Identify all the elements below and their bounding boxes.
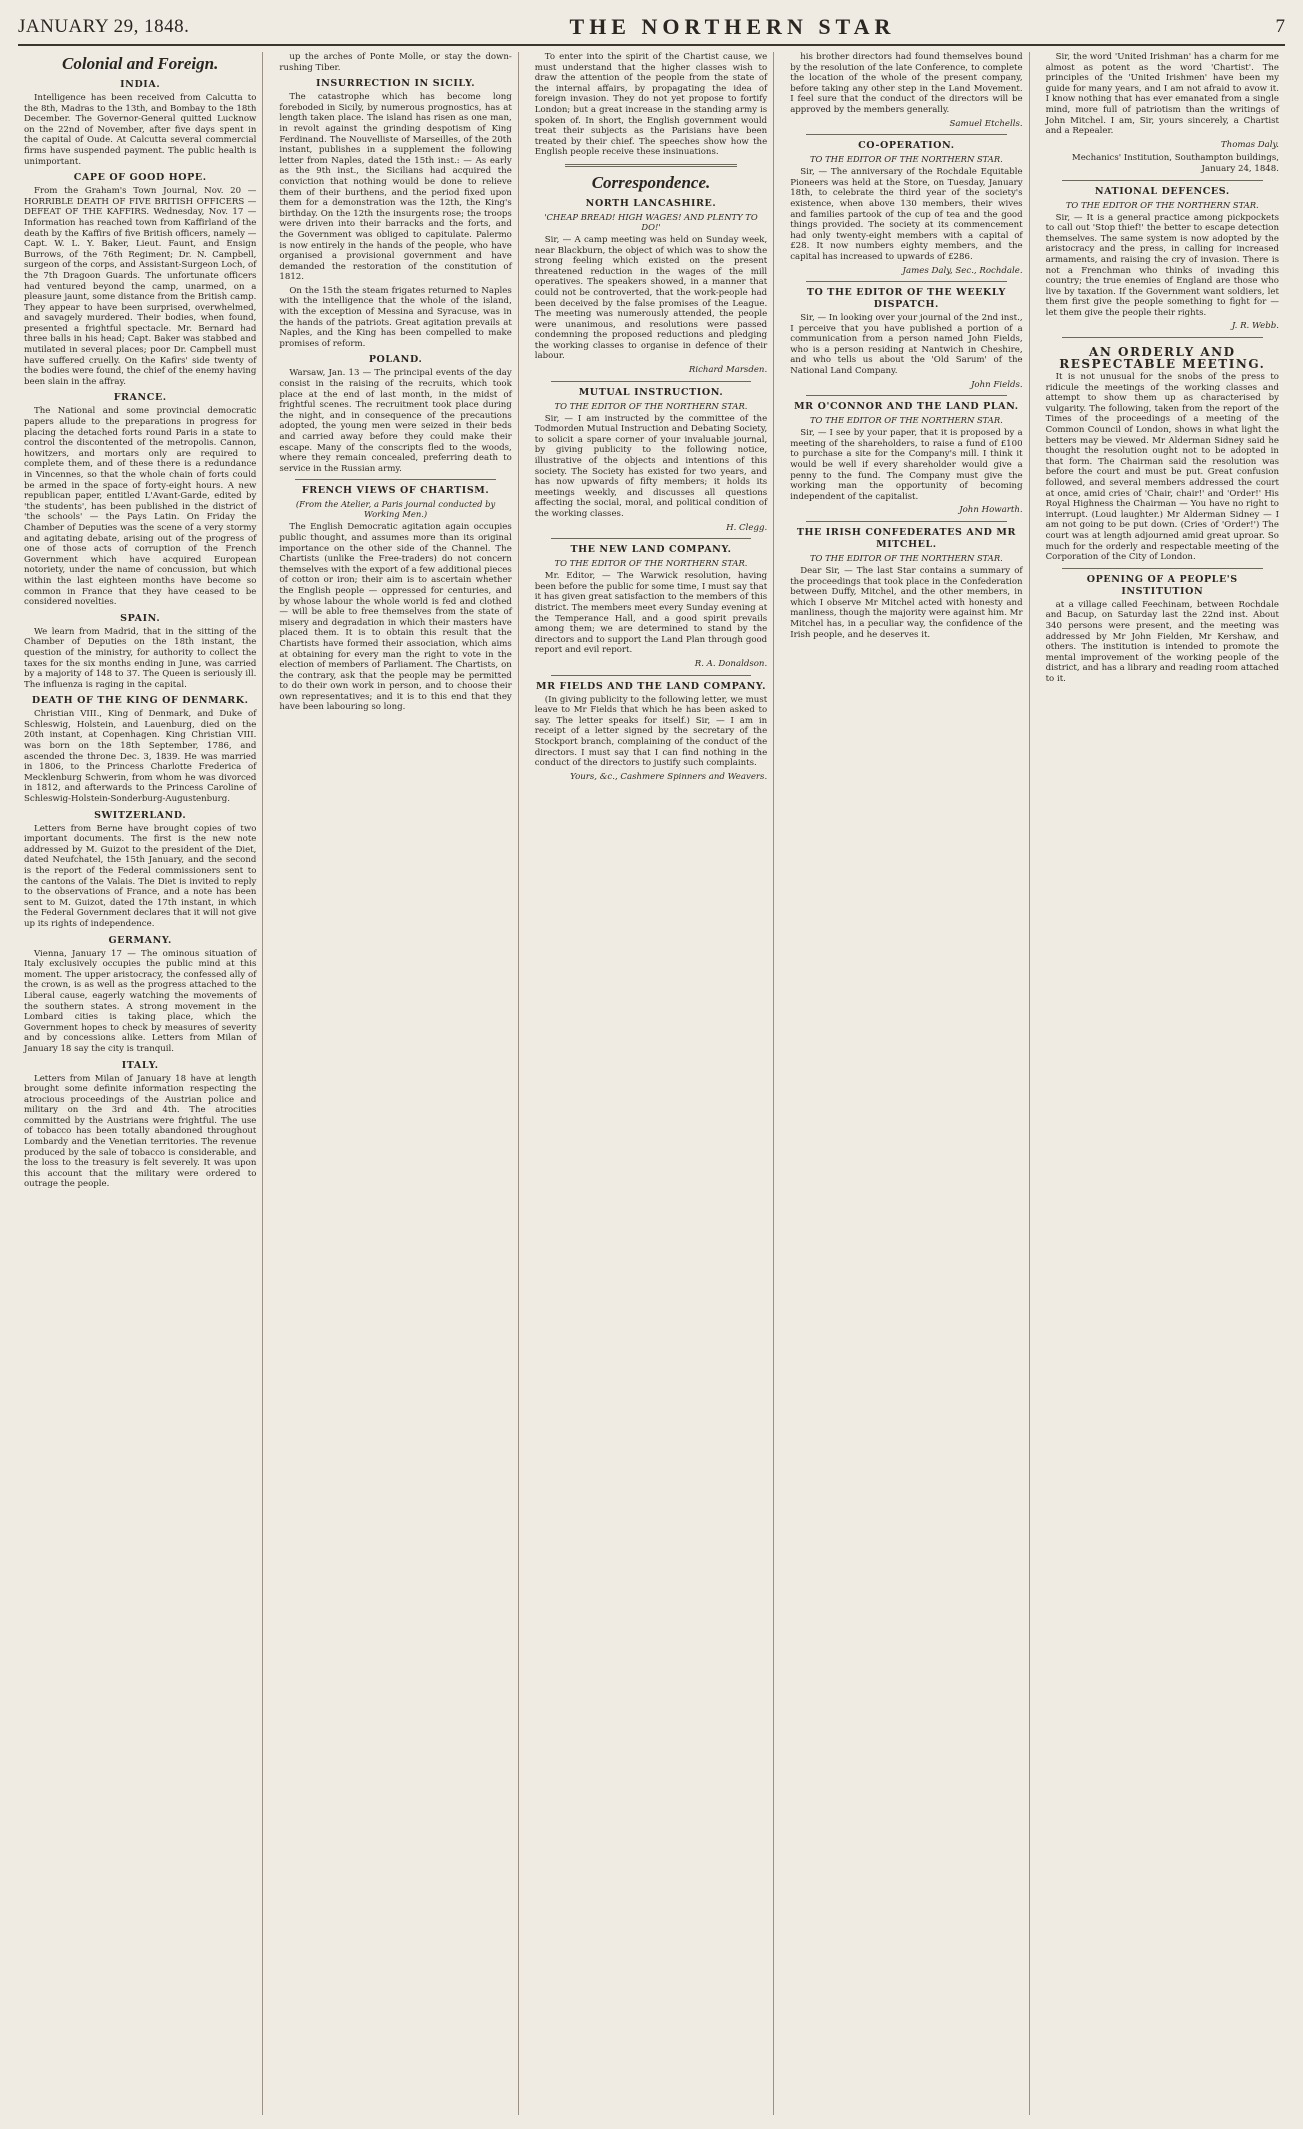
orderly-meeting-article: It is not unusual for the snobs of the press to ridicule the meetings of the working classes and attempt to show them up as characterised by vulgarity. The following, taken from the report of the Times of the proceedings of a meeting of the Common Council of London, shows in what light the betters may be viewed. Mr Alderman Sidney said he thought the resolution ought not to be adopted in that form. The Chairman said the resolution was before the court and must be put. Great confusion followed, and several members addressed the court at once, amid cries of 'Chair, chair!' and 'Order!' His Royal Highness the Chairman — You have no right to interrupt. (Loud laughter.) Mr Alderman Sidney — I am not going to be put down. (Cries of 'Order!') The court was at length adjourned amid great uproar. So much for the orderly and respectable meeting of the Corporation of the City of London.: [1045, 372, 1279, 563]
peoples-institution-heading: OPENING OF A PEOPLE'S INSTITUTION: [1086, 573, 1238, 597]
land-plan-addressee: TO THE EDITOR OF THE NORTHERN STAR.: [809, 415, 1003, 426]
irish-letter-address: Mechanics' Institution, Southampton buildings, January 24, 1848.: [1071, 153, 1279, 174]
french-views-heading: FRENCH VIEWS OF CHARTISM.: [301, 485, 490, 497]
north-lancashire-subheading: 'CHEAP BREAD! HIGH WAGES! AND PLENTY TO DO!': [544, 211, 758, 232]
french-views-source: (From the Atelier, a Paris journal conducted by Working Men.): [295, 499, 496, 520]
sicily-article: The catastrophe which has become long foreboded in Sicily, by numerous prognostics, has at length taken place. The island has risen as one man, in revolt against the grinding despotism of King Ferdinand. The Nouvelliste of Marseilles, of the 20th instant, publishes in a supplement the following letter from Naples, dated the 15th inst.: — As early as the 9th inst., the Sicilians had acquired the conviction that nothing would be done to relieve them of their burthens, and the period fixed upon them for a demonstration was the 12th, the King's birthday. On the 12th the insurgents rose; the troops were driven into their barracks and the forts, and the Government was obliged to capitulate. Palermo is now entirely in the hands of the people, who have organised a provisional government and have demanded the restoration of the constitution of 1812.: [279, 92, 512, 283]
chartist-article-continued: To enter into the spirit of the Chartist cause, we must understand that the higher classes wish to draw the attention of the people from the state of the internal affairs, by propagating the idea of foreign invasion. They do not yet propose to fortify London; but a great increase in the standing army is spoken of. In short, the English government would treat their subjects as the Parisians have been treated by their chief. The speeches show how the English people receive these insinuations.: [534, 52, 768, 158]
page-header: [18, 10, 1285, 46]
divider: [806, 134, 1006, 135]
column-2: [273, 52, 518, 2115]
spain-article: We learn from Madrid, that in the sitting of the Chamber of Deputies on the 18th instant, the question of the ministry, for authority to collect the taxes for the six months ending in June, was carried by a majority of 148 to 37. The Queen is seriously ill. The influenza is raging in the capital.: [24, 626, 257, 690]
switzerland-article: Letters from Berne have brought copies of two important documents. The first is the new note addressed by M. Guizot to the president of the Diet, dated Neufchatel, the 15th January, and the second is the report of the Federal commissioners sent to the cantons of the Valais. The Diet is invited to reply to the observations of France, and a note has been sent to M. Guizot, dated the 17th instant, in which the Federal Government declares that it will not give up its rights of independence.: [24, 823, 257, 929]
north-lancashire-letter: Sir, — A camp meeting was held on Sunday week, near Blackburn, the object of which was to show the strong feeling which existed on the present threatened reduction in the wages of the mill operatives. The speakers showed, in a manner that could not be controverted, that the work-people had been deceived by the false promises of the League. The meeting was numerously attended, the people were unanimous, and resolutions were passed condemning the proposed reductions and pledging the working classes to organise in defence of their labour.: [534, 234, 768, 362]
italy-heading: ITALY.: [121, 1059, 159, 1071]
section-title-correspondence: Correspondence.: [591, 172, 711, 192]
divider: [551, 381, 751, 382]
masthead: THE NORTHERN STAR: [569, 14, 896, 39]
land-plan-heading: MR O'CONNOR AND THE LAND PLAN.: [794, 401, 1019, 413]
divider: [1062, 180, 1263, 181]
divider: [1062, 568, 1263, 569]
north-lancashire-signature: Richard Marsden.: [688, 365, 768, 376]
land-letter-continued: his brother directors had found themselves bound by the resolution of the late Conference, to complete the location of the whole of the present company, before taking any other step in the Land Movement. I feel sure that the conduct of the directors will be approved by the members generally.: [790, 52, 1023, 115]
french-views-article: The English Democratic agitation again occupies public thought, and assumes more than its original importance on the other side of the Channel. The Chartists (unlike the Free-traders) do not concern themselves with the export of a few additional pieces of cotton or iron; their aim is to ascertain whether the English people — oppressed for centuries, and by whose labour the whole world is fed and clothed — will be able to free themselves from the state of misery and degradation in which their masters have placed them. It is to obtain this result that the Chartists have formed their association, which aims at obtaining for every man the right to vote in the election of members of Parliament. The Chartists, on the contrary, ask that the people may be permitted to do their own work in person, and to choose their own representatives; and it is to this end that they have been labouring so long.: [279, 522, 512, 713]
poland-heading: POLAND.: [368, 354, 423, 366]
spain-heading: SPAIN.: [120, 612, 161, 624]
co-operation-addressee: TO THE EDITOR OF THE NORTHERN STAR.: [809, 154, 1003, 165]
france-heading: FRANCE.: [113, 392, 167, 404]
mutual-instruction-addressee: TO THE EDITOR OF THE NORTHERN STAR.: [554, 400, 748, 411]
divider: [551, 538, 751, 539]
cape-heading: CAPE OF GOOD HOPE.: [73, 172, 207, 184]
germany-article: Vienna, January 17 — The ominous situation of Italy exclusively occupies the public mind at this moment. The upper aristocracy, the confessed ally of the crown, is as well as the progress attached to the Liberal cause, eagerly watching the movements of the southern states. A strong movement in the Lombard cities is taking place, which the Government hopes to check by measures of severity and by concessions alike. Letters from Milan of January 18 say the city is tranquil.: [24, 948, 257, 1054]
land-plan-signature: John Howarth.: [959, 505, 1023, 516]
poland-article: Warsaw, Jan. 13 — The principal events of the day consist in the raising of the recruits, which took place at the end of last month, in the midst of frightful scenes. The recruitment took place during the night, and in consequence of the precautions adopted, the young men were seized in their beds and carried away before they could make their escape. Many of the conscripts fled to the woods, where they remain concealed, preferring death to service in the Russian army.: [279, 368, 512, 474]
national-defences-addressee: TO THE EDITOR OF THE NORTHERN STAR.: [1065, 199, 1259, 210]
new-land-company-signature: R. A. Donaldson.: [694, 658, 768, 669]
france-article: The National and some provincial democratic papers allude to the preparations in progress for placing the detached forts round Paris in a state to control the discontented of the metropolis. Cannon, howitzers, and mortars only are required to complete them, and of these there is a redundance in Vincennes, so that the whole chain of forts could be armed in the space of forty-eight hours. A new republican paper, entitled L'Avant-Garde, edited by 'the students', has been published in the district of 'the schools' — the Pays Latin. On Friday the Chamber of Deputies was the scene of a very stormy and agitating debate, arising out of the progress of one of those acts of corruption of the French Government which have acquired European notoriety, under the name of concussion, but which within the last eighteen months have become so common in France that they have ceased to be considered novelties.: [24, 406, 257, 608]
irish-confederates-letter: Dear Sir, — The last Star contains a summary of the proceedings that took place in the Confederation between Duffy, Mitchel, and the other members, in which I observe Mr Mitchel acted with honesty and manliness, though the majority were against him. Mr Mitchel has, in a peculiar way, the confidence of the Irish people, and he deserves it.: [790, 566, 1023, 640]
cape-article: From the Graham's Town Journal, Nov. 20 — HORRIBLE DEATH OF FIVE BRITISH OFFICERS — DEFEAT OF THE KAFFIRS. Wednesday, Nov. 17 — Information has reached town from Kaffirland of the death by the Kaffirs of five British officers, namely — Capt. W. L. Y. Baker, Lieut. Faunt, and Ensign Burrows, of the 76th Regiment; Dr. N. Campbell, surgeon of the corps, and Assistant-Surgeon Loch, of the 7th Dragoon Guards. The unfortunate officers had ventured beyond the camp, unarmed, on a pleasure jaunt, some distance from the British camp. They appear to have been surprised, overwhelmed, and savagely murdered. Their bodies, when found, presented a frightful spectacle. Mr. Bernard had three balls in his head; Capt. Baker was stabbed and mutilated in several places; poor Dr. Campbell must have suffered cruelly. On the Kafirs' side twenty of the bodies were found, the chief of the enemy having been slain in the affray.: [24, 186, 257, 387]
mr-fields-heading: MR FIELDS AND THE LAND COMPANY.: [535, 680, 766, 692]
column-grid: [18, 52, 1285, 2115]
column-4: [784, 52, 1029, 2115]
irish-letter-signature: Thomas Daly.: [1220, 139, 1279, 150]
column-5: [1040, 52, 1285, 2115]
new-land-company-addressee: TO THE EDITOR OF THE NORTHERN STAR.: [554, 558, 748, 569]
column-3: [529, 52, 774, 2115]
issue-date: JANUARY 29, 1848.: [18, 16, 190, 37]
denmark-article: Christian VIII., King of Denmark, and Duke of Schleswig, Holstein, and Lauenburg, died on the 20th instant, at Copenhagen. King Christian VIII. was born on the 18th September, 1786, and ascended the throne Dec. 3, 1839. He was married in 1806, to the Princess Charlotte Frederica of Mecklenburg Schwerin, from whom he was divorced in 1812, and afterwards to the Princess Caroline of Schleswig-Holstein-Sonderburg-Augustenburg.: [24, 709, 257, 805]
divider: [806, 395, 1006, 396]
divider: [806, 521, 1006, 522]
weekly-dispatch-letter: Sir, — In looking over your journal of the 2nd inst., I perceive that you have published a portion of a communication from a person named John Fields, who is a person residing at Nantwich in Cheshire, and who tells us about the 'Old Sarum' of the National Land Company.: [790, 313, 1023, 377]
denmark-heading: DEATH OF THE KING OF DENMARK.: [31, 695, 249, 707]
new-land-company-letter: Mr. Editor, — The Warwick resolution, having been before the public for some time, I must say that it has given great satisfaction to the members of this district. The members meet every Sunday evening at the Temperance Hall, and a good spirit prevails among them; we are determined to stand by the directors and to support the Land Plan through good report and evil report.: [534, 571, 768, 656]
divider: [565, 164, 737, 167]
national-defences-heading: NATIONAL DEFENCES.: [1094, 185, 1230, 197]
divider: [295, 479, 495, 480]
national-defences-letter: Sir, — It is a general practice among pickpockets to call out 'Stop thief!' the better to escape detection themselves. The same system is now adopted by the aristocracy and the press, in calling for increased armaments, and raising the cry of invasion. There is not a Frenchman who thinks of invading this country; the true enemies of England are those who live by taxation. If the Government want soldiers, let them first give the people something to fight for — let them give the people their rights.: [1045, 212, 1279, 318]
orderly-meeting-heading: AN ORDERLY AND RESPECTABLE MEETING.: [1059, 345, 1266, 372]
germany-heading: GERMANY.: [108, 934, 172, 946]
italy-article: Letters from Milan of January 18 have at length brought some definite information respecting the atrocious proceedings of the Austrian police and military on the 3rd and 4th. The atrocities committed by the Austrians were frightful. The use of tobacco has been totally abandoned throughout Lombardy and the Venetian territories. The revenue produced by the sale of tobacco is considerable, and the loss to the treasury is felt severely. It was upon this account that the military were ordered to outrage the people.: [24, 1073, 257, 1190]
mutual-instruction-signature: H. Clegg.: [726, 522, 768, 533]
section-title-colonial-foreign: Colonial and Foreign.: [62, 54, 219, 73]
mr-fields-letter: (In giving publicity to the following letter, we must leave to Mr Fields that which he has been asked to say. The letter speaks for itself.) Sir, — I am in receipt of a letter signed by the secretary of the Stockport branch, complaining of the conduct of the directors. I must say that I can find nothing in the conduct of the directors to justify such complaints.: [534, 694, 768, 769]
co-operation-signature: James Daly, Sec., Rochdale.: [902, 265, 1023, 276]
mr-fields-signature: Yours, &c., Cashmere Spinners and Weavers.: [570, 771, 768, 782]
new-land-company-heading: THE NEW LAND COMPANY.: [570, 544, 732, 556]
divider: [806, 281, 1006, 282]
divider: [1062, 337, 1263, 338]
national-defences-signature: J. R. Webb.: [1231, 321, 1279, 332]
weekly-dispatch-heading: TO THE EDITOR OF THE WEEKLY DISPATCH.: [806, 287, 1006, 311]
page-number: 7: [1275, 16, 1285, 37]
divider: [551, 675, 751, 676]
irish-letter-continued: Sir, the word 'United Irishman' has a charm for me almost as potent as the word 'Chartist'. The principles of the 'United Irishmen' have been my guide for many years, and I am not afraid to avow it. I know nothing that has ever emanated from a single mind, more full of patriotism than the writings of John Mitchel. I am, Sir, yours sincerely, a Chartist and a Repealer.: [1045, 52, 1279, 137]
mutual-instruction-letter: Sir, — I am instructed by the committee of the Todmorden Mutual Instruction and Debating Society, to solicit a spare corner of your invaluable journal, by giving publicity to the following notice, illustrative of the objects and intentions of this society. The Society has existed for two years, and has now upwards of fifty members; it holds its meetings weekly, and discusses all questions affecting the social, moral, and political condition of the working classes.: [534, 413, 768, 519]
land-plan-letter: Sir, — I see by your paper, that it is proposed by a meeting of the shareholders, to raise a fund of £100 to purchase a site for the Company's mill. I think it would be well if every shareholder would give a penny to the fund. The Company must give the working man the opportunity of becoming independent of the capitalist.: [790, 428, 1023, 502]
irish-confederates-addressee: TO THE EDITOR OF THE NORTHERN STAR.: [809, 553, 1003, 563]
switzerland-heading: SWITZERLAND.: [94, 809, 187, 821]
india-heading: INDIA.: [120, 79, 161, 90]
co-operation-letter: Sir, — The anniversary of the Rochdale Equitable Pioneers was held at the Store, on Tuesday, January 18th, to celebrate the third year of the society's existence, when above 130 members, their wives and families partook of the cup of tea and the good things provided. The society at its commencement had only twenty-eight members with a capital of £28. It now numbers eighty members, and the capital has increased to upwards of £286.: [790, 167, 1023, 262]
weekly-dispatch-signature: John Fields.: [970, 379, 1023, 390]
north-lancashire-heading: NORTH LANCASHIRE.: [585, 197, 717, 209]
co-operation-heading: CO-OPERATION.: [858, 140, 955, 152]
mutual-instruction-heading: MUTUAL INSTRUCTION.: [578, 386, 724, 398]
peoples-institution-article: at a village called Feechinam, between Rochdale and Bacup, on Saturday last the 22nd inst. About 340 persons were present, and the meeting was addressed by Mr John Fielden, Mr Kershaw, and others. The institution is intended to promote the mental improvement of the working people of the district, and has a library and reading room attached to it.: [1045, 599, 1279, 684]
naples-article: On the 15th the steam frigates returned to Naples with the intelligence that the whole of the island, with the exception of Messina and Syracuse, was in the hands of the patriots. Great agitation prevails at Naples, and the King has been compelled to make promises of reform.: [279, 285, 512, 349]
land-letter-signature: Samuel Etchells.: [949, 118, 1023, 129]
sicily-heading: INSURRECTION IN SICILY.: [316, 78, 476, 90]
italy-article-continued: up the arches of Ponte Molle, or stay the down-rushing Tiber.: [279, 52, 512, 73]
column-1: [18, 52, 263, 2115]
irish-confederates-heading: THE IRISH CONFEDERATES AND MR MITCHEL.: [796, 527, 1016, 550]
india-article: Intelligence has been received from Calcutta to the 8th, Madras to the 13th, and Bombay to the 18th December. The Governor-General quitted Lucknow on the 22nd of November, after five days spent in the capital of Oude. At Calcutta several commercial firms have suspended payment. The public health is unimportant.: [24, 93, 257, 167]
